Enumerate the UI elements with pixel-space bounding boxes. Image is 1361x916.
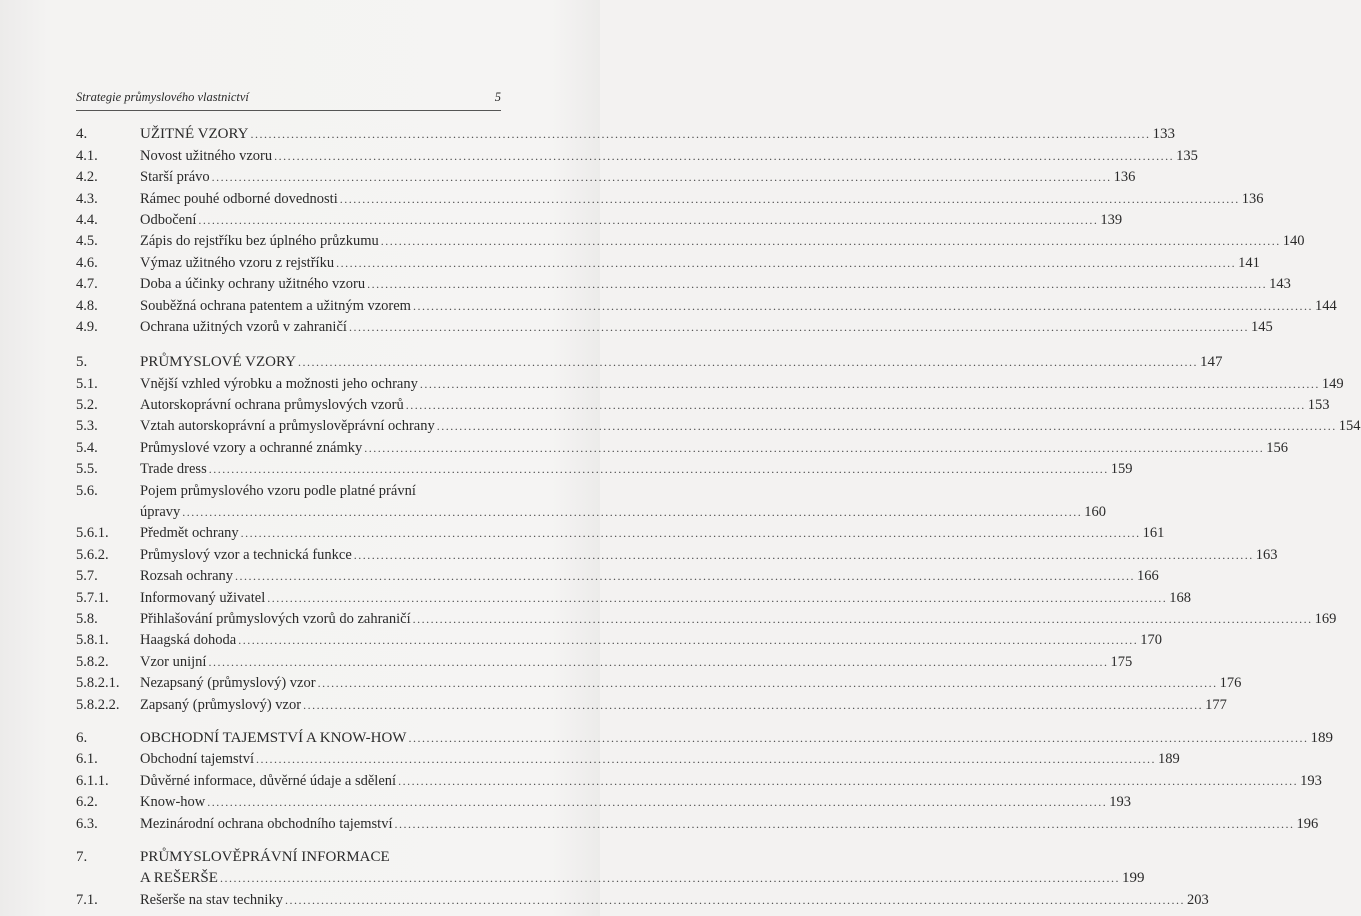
toc-entry-number: 7.1. xyxy=(76,891,98,908)
toc-entry-page: 175 xyxy=(1110,653,1133,670)
toc-entry-title: Průmyslový vzor a technická funkce xyxy=(140,546,352,563)
toc-entry-title: Obchodní tajemství xyxy=(140,751,254,768)
toc-entry-title: Novost užitného vzoru xyxy=(140,147,273,164)
toc-entry-number: 4.5. xyxy=(76,233,98,250)
toc-leader-dots: ........................................................................................................................................................................................................ xyxy=(250,127,1151,142)
toc-entry-row xyxy=(76,629,1162,650)
toc-entry-number: 5.8.2.2. xyxy=(76,696,120,713)
toc-leader-dots: ........................................................................................................................................................................................................ xyxy=(240,526,1141,541)
toc-entry-row xyxy=(76,812,1319,833)
toc-entry-page: 193 xyxy=(1109,794,1131,811)
toc-leader-dots: ........................................................................................................................................................................................................ xyxy=(353,547,1254,562)
section-gap xyxy=(76,337,501,351)
toc-entry-page: 139 xyxy=(1100,211,1123,228)
toc-entry-row xyxy=(76,586,1191,607)
toc-entry-number: 4.2. xyxy=(76,169,98,186)
toc-entry-title: Autorskoprávní ochrana průmyslových vzorů xyxy=(140,397,404,414)
toc-entry-number: 4.7. xyxy=(76,276,98,293)
toc-entry-page: 203 xyxy=(1186,891,1209,908)
toc-entry-title: Doba a účinky ochrany užitného vzoru xyxy=(140,276,366,293)
toc-entry-title: Vztah autorskoprávní a průmyslověprávní ochrany xyxy=(140,418,435,435)
toc-entry-row xyxy=(76,251,1260,272)
toc-entry-page: 147 xyxy=(1200,354,1223,371)
toc-entry-page: 189 xyxy=(1310,729,1333,746)
toc-entry-row xyxy=(76,187,1264,208)
toc-entry-title: UŽITNÉ VZORY xyxy=(140,126,249,143)
toc-leader-dots: ........................................................................................................................................................................................................ xyxy=(235,569,1136,584)
toc-leader-dots: ........................................................................................................................................................................................................ xyxy=(182,505,1083,520)
toc-entry-row xyxy=(76,672,1242,693)
toc-entry-title: Přihlašování průmyslových vzorů do zahraničí xyxy=(140,610,411,627)
toc-leader-dots: ........................................................................................................................................................................................................ xyxy=(336,255,1237,270)
toc-entry-page: 166 xyxy=(1137,568,1159,585)
toc-entry-row xyxy=(76,458,1133,479)
toc-entry-title: Odbočení xyxy=(140,211,197,228)
toc-entry-title: úpravy xyxy=(140,504,181,521)
toc-entry-page: 177 xyxy=(1205,696,1227,713)
toc-entry-row xyxy=(76,436,1289,457)
toc-leader-dots: ........................................................................................................................................................................................................ xyxy=(284,892,1185,907)
toc-leader-dots: ........................................................................................................................................................................................................ xyxy=(211,170,1112,185)
toc-entry-number: 5.6.2. xyxy=(76,546,109,563)
toc-entry-title: Informovaný uživatel xyxy=(140,589,266,606)
toc-chapter-row xyxy=(76,867,1145,888)
toc-entry-row xyxy=(76,479,501,500)
toc-entry-number: 6.3. xyxy=(76,815,98,832)
toc-entry-number: 4. xyxy=(76,126,88,143)
toc-leader-dots: ........................................................................................................................................................................................................ xyxy=(255,752,1156,767)
toc-entry-title: Rozsah ochrany xyxy=(140,568,234,585)
toc-entry-number: 5.7. xyxy=(76,568,98,585)
table-of-contents xyxy=(76,123,1361,910)
toc-entry-page: 144 xyxy=(1314,297,1337,314)
toc-entry-row xyxy=(76,273,1291,294)
toc-leader-dots: ........................................................................................................................................................................................................ xyxy=(208,654,1109,669)
toc-entry-row xyxy=(76,608,1337,629)
toc-entry-number: 6. xyxy=(76,729,88,746)
toc-leader-dots: ........................................................................................................................................................................................................ xyxy=(364,440,1265,455)
toc-chapter-row xyxy=(76,727,1333,748)
toc-chapter-row xyxy=(76,846,501,867)
toc-entry-title: Vzor unijní xyxy=(140,653,207,670)
toc-leader-dots: ........................................................................................................................................................................................................ xyxy=(408,730,1309,745)
toc-entry-title: Know-how xyxy=(140,794,206,811)
toc-leader-dots: ........................................................................................................................................................................................................ xyxy=(219,871,1120,886)
toc-entry-number: 5.8.2. xyxy=(76,653,109,670)
toc-entry-page: 199 xyxy=(1121,870,1145,887)
toc-entry-number: 5.8.2.1. xyxy=(76,675,120,692)
toc-entry-title: Pojem průmyslového vzoru podle platné právní xyxy=(140,482,416,499)
toc-entry-number: 7. xyxy=(76,848,88,865)
toc-entry-title: PRŮMYSLOVÉ VZORY xyxy=(140,354,296,371)
toc-leader-dots: ........................................................................................................................................................................................................ xyxy=(267,590,1168,605)
toc-entry-page: 143 xyxy=(1269,276,1291,293)
toc-entry-row xyxy=(76,209,1123,230)
toc-entry-number: 4.9. xyxy=(76,318,98,335)
toc-entry-page: 169 xyxy=(1314,610,1337,627)
toc-entry-title: Ochrana užitných vzorů v zahraničí xyxy=(140,318,347,335)
toc-entry-title: A REŠERŠE xyxy=(140,870,218,887)
toc-entry-row xyxy=(76,769,1322,790)
toc-entry-title: Mezinárodní ochrana obchodního tajemství xyxy=(140,815,393,832)
toc-entry-row xyxy=(76,166,1136,187)
toc-leader-dots: ........................................................................................................................................................................................................ xyxy=(339,191,1240,206)
toc-entry-row xyxy=(76,748,1180,769)
toc-entry-title: Rámec pouhé odborné dovednosti xyxy=(140,190,338,207)
toc-entry-row xyxy=(76,316,1273,337)
toc-leader-dots: ........................................................................................................................................................................................................ xyxy=(238,633,1139,648)
toc-entry-row xyxy=(76,650,1133,671)
toc-leader-dots: ........................................................................................................................................................................................................ xyxy=(380,234,1281,249)
toc-entry-title: Trade dress xyxy=(140,461,207,478)
toc-entry-page: 133 xyxy=(1152,126,1175,143)
toc-entry-title: Důvěrné informace, důvěrné údaje a sdělení xyxy=(140,772,397,789)
toc-entry-title: Souběžná ochrana patentem a užitným vzorem xyxy=(140,297,411,314)
toc-entry-title: Zapsaný (průmyslový) vzor xyxy=(140,696,302,713)
toc-entry-number: 5.8. xyxy=(76,610,98,627)
toc-entry-number: 5.5. xyxy=(76,461,98,478)
toc-entry-page: 159 xyxy=(1110,461,1133,478)
section-gap xyxy=(76,834,501,846)
toc-entry-row xyxy=(76,693,1227,714)
toc-entry-page: 196 xyxy=(1296,815,1319,832)
toc-entry-row xyxy=(76,522,1165,543)
toc-entry-number: 5.6.1. xyxy=(76,525,109,542)
toc-entry-number: 6.1.1. xyxy=(76,772,109,789)
toc-entry-number: 4.4. xyxy=(76,211,98,228)
toc-entry-title: OBCHODNÍ TAJEMSTVÍ A KNOW-HOW xyxy=(140,729,407,746)
toc-entry-number: 4.1. xyxy=(76,147,98,164)
toc-entry-page: 140 xyxy=(1282,233,1305,250)
toc-entry-row xyxy=(76,372,1344,393)
toc-leader-dots: ........................................................................................................................................................................................................ xyxy=(207,795,1108,810)
toc-leader-dots: ........................................................................................................................................................................................................ xyxy=(405,398,1306,413)
toc-leader-dots: ........................................................................................................................................................................................................ xyxy=(412,298,1313,313)
toc-entry-page: 149 xyxy=(1321,375,1344,392)
toc-leader-dots: ........................................................................................................................................................................................................ xyxy=(367,277,1268,292)
toc-leader-dots: ........................................................................................................................................................................................................ xyxy=(436,419,1337,434)
toc-chapter-row xyxy=(76,123,1175,144)
toc-entry-number: 4.3. xyxy=(76,190,98,207)
header-rule xyxy=(76,110,501,111)
toc-entry-row xyxy=(76,144,1198,165)
toc-entry-number: 5.4. xyxy=(76,439,98,456)
toc-entry-page: 193 xyxy=(1300,772,1322,789)
toc-entry-title: Rešerše na stav techniky xyxy=(140,891,283,908)
toc-leader-dots: ........................................................................................................................................................................................................ xyxy=(198,212,1099,227)
toc-leader-dots: ........................................................................................................................................................................................................ xyxy=(274,148,1175,163)
toc-entry-row xyxy=(76,888,1209,909)
toc-entry-row xyxy=(76,415,1361,436)
toc-entry-number: 5.6. xyxy=(76,482,98,499)
toc-entry-number: 5.8.1. xyxy=(76,632,109,649)
toc-entry-title: Starší právo xyxy=(140,169,210,186)
toc-entry-page: 168 xyxy=(1169,589,1191,606)
toc-entry-number: 4.6. xyxy=(76,254,98,271)
toc-entry-page: 176 xyxy=(1219,675,1242,692)
toc-entry-title: PRŮMYSLOVĚPRÁVNÍ INFORMACE xyxy=(140,848,390,865)
toc-leader-dots: ........................................................................................................................................................................................................ xyxy=(412,611,1313,626)
toc-leader-dots: ........................................................................................................................................................................................................ xyxy=(208,462,1109,477)
toc-entry-row xyxy=(76,791,1131,812)
toc-leader-dots: ........................................................................................................................................................................................................ xyxy=(394,816,1295,831)
toc-entry-title: Předmět ochrany xyxy=(140,525,239,542)
toc-entry-page: 154 xyxy=(1338,418,1361,435)
toc-entry-row xyxy=(76,294,1337,315)
toc-entry-page: 136 xyxy=(1241,190,1264,207)
toc-chapter-row xyxy=(76,351,1223,372)
toc-entry-number: 5.2. xyxy=(76,397,98,414)
toc-entry-row xyxy=(76,394,1330,415)
toc-entry-page: 141 xyxy=(1238,254,1260,271)
toc-entry-page: 163 xyxy=(1255,546,1278,563)
toc-entry-page: 135 xyxy=(1176,147,1198,164)
toc-entry-number: 5.1. xyxy=(76,375,98,392)
toc-entry-page: 156 xyxy=(1266,439,1289,456)
toc-entry-page: 136 xyxy=(1113,169,1136,186)
toc-leader-dots: ........................................................................................................................................................................................................ xyxy=(317,676,1218,691)
toc-entry-title: Zápis do rejstříku bez úplného průzkumu xyxy=(140,233,379,250)
toc-leader-dots: ........................................................................................................................................................................................................ xyxy=(303,697,1204,712)
toc-entry-number: 5.7.1. xyxy=(76,589,109,606)
toc-entry-page: 153 xyxy=(1307,397,1330,414)
toc-entry-number: 5. xyxy=(76,354,88,371)
toc-entry-row xyxy=(76,501,1107,522)
toc-entry-number: 4.8. xyxy=(76,297,98,314)
toc-entry-number: 5.3. xyxy=(76,418,98,435)
toc-entry-page: 189 xyxy=(1157,751,1180,768)
toc-entry-title: Výmaz užitného vzoru z rejstříku xyxy=(140,254,335,271)
toc-entry-row xyxy=(76,230,1305,251)
toc-entry-page: 160 xyxy=(1084,504,1107,521)
running-head-title: Strategie průmyslového vlastnictví xyxy=(76,90,249,104)
toc-entry-page: 161 xyxy=(1142,525,1165,542)
toc-entry-row xyxy=(76,543,1278,564)
toc-leader-dots: ........................................................................................................................................................................................................ xyxy=(348,319,1249,334)
toc-entry-number: 6.1. xyxy=(76,751,98,768)
toc-entry-page: 170 xyxy=(1140,632,1162,649)
toc-leader-dots: ........................................................................................................................................................................................................ xyxy=(298,355,1198,370)
running-head xyxy=(76,89,501,105)
toc-entry-number: 6.2. xyxy=(76,794,98,811)
toc-entry-title: Haagská dohoda xyxy=(140,632,237,649)
toc-entry-title: Vnější vzhled výrobku a možnosti jeho ochrany xyxy=(140,375,418,392)
section-gap xyxy=(76,715,501,727)
toc-entry-title: Průmyslové vzory a ochranné známky xyxy=(140,439,363,456)
toc-leader-dots: ........................................................................................................................................................................................................ xyxy=(398,773,1299,788)
toc-entry-title: Nezapsaný (průmyslový) vzor xyxy=(140,675,316,692)
toc-entry-page: 145 xyxy=(1250,318,1273,335)
toc-entry-row xyxy=(76,565,1159,586)
toc-leader-dots: ........................................................................................................................................................................................................ xyxy=(419,376,1320,391)
page-number: 5 xyxy=(494,90,501,104)
